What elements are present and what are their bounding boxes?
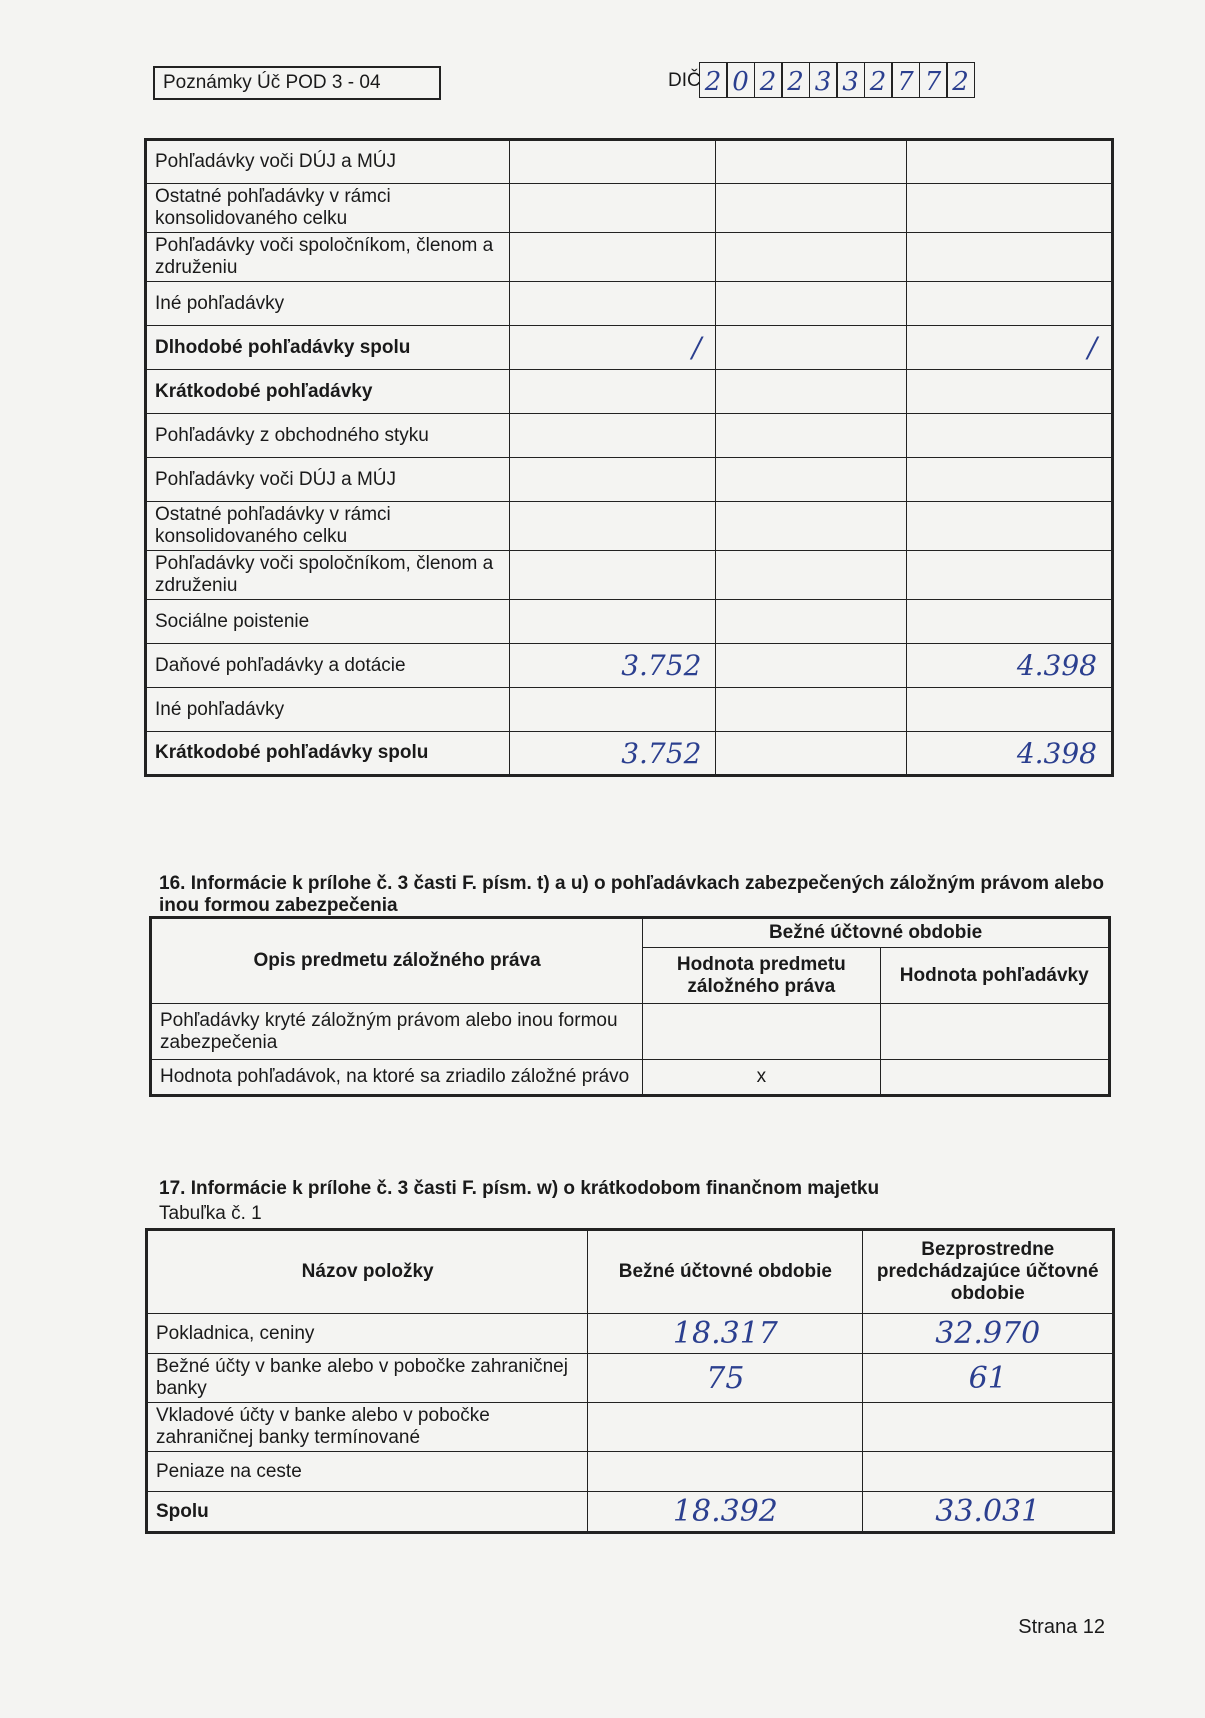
receivables-empty-cell bbox=[716, 644, 907, 688]
receivables-previous-value bbox=[907, 282, 1113, 326]
financial-asset-row bbox=[147, 1403, 1114, 1452]
financial-asset-previous-value: 61 bbox=[863, 1354, 1114, 1403]
dic-digit: 2 bbox=[781, 62, 810, 98]
financial-asset-row bbox=[147, 1314, 1114, 1354]
receivables-previous-value bbox=[907, 370, 1113, 414]
financial-asset-row bbox=[147, 1452, 1114, 1492]
pledge-row-label: Pohľadávky kryté záložným právom alebo inou formou zabezpečenia bbox=[151, 1004, 643, 1060]
receivables-row-label: Iné pohľadávky bbox=[146, 282, 510, 326]
receivables-empty-cell bbox=[716, 414, 907, 458]
dic-digit: 2 bbox=[946, 62, 975, 98]
receivables-previous-value bbox=[907, 502, 1113, 551]
dic-digits bbox=[700, 62, 975, 98]
receivables-row-label: Pohľadávky voči DÚJ a MÚJ bbox=[146, 458, 510, 502]
receivables-previous-value bbox=[907, 688, 1113, 732]
receivables-row bbox=[146, 140, 1113, 184]
receivables-row bbox=[146, 644, 1113, 688]
receivables-previous-value bbox=[907, 458, 1113, 502]
header-title: Poznámky Úč POD 3 - 04 bbox=[163, 72, 381, 93]
receivables-previous-value bbox=[907, 414, 1113, 458]
financial-asset-current-value bbox=[588, 1452, 863, 1492]
receivables-previous-value bbox=[907, 233, 1113, 282]
receivables-row-label: Pohľadávky voči spoločníkom, členom a združeniu bbox=[146, 551, 510, 600]
dic-digit: 0 bbox=[726, 62, 755, 98]
receivables-empty-cell bbox=[716, 502, 907, 551]
receivables-current-value: 3.752 bbox=[509, 732, 715, 776]
header-title-box bbox=[153, 66, 441, 100]
receivables-empty-cell bbox=[716, 140, 907, 184]
col-period-header: Bežné účtovné obdobie bbox=[643, 918, 1110, 948]
receivables-row bbox=[146, 282, 1113, 326]
receivables-table bbox=[144, 138, 1114, 777]
financial-asset-row bbox=[147, 1354, 1114, 1403]
receivables-row-label: Pohľadávky voči DÚJ a MÚJ bbox=[146, 140, 510, 184]
financial-asset-previous-value bbox=[863, 1452, 1114, 1492]
dic-digit: 3 bbox=[836, 62, 865, 98]
receivables-row-label: Ostatné pohľadávky v rámci konsolidovaného celku bbox=[146, 184, 510, 233]
receivables-previous-value bbox=[907, 140, 1113, 184]
receivables-empty-cell bbox=[716, 326, 907, 370]
receivables-previous-value: 4.398 bbox=[907, 644, 1113, 688]
receivables-current-value bbox=[509, 233, 715, 282]
receivables-row bbox=[146, 370, 1113, 414]
receivables-row-label: Sociálne poistenie bbox=[146, 600, 510, 644]
receivables-current-value bbox=[509, 551, 715, 600]
receivables-current-value bbox=[509, 140, 715, 184]
receivables-empty-cell bbox=[716, 282, 907, 326]
section17-subtitle: Tabuľka č. 1 bbox=[159, 1203, 262, 1224]
financial-asset-current-value bbox=[588, 1403, 863, 1452]
financial-asset-row bbox=[147, 1492, 1114, 1533]
financial-asset-previous-value: 32.970 bbox=[863, 1314, 1114, 1354]
receivables-empty-cell bbox=[716, 600, 907, 644]
receivables-row-label: Krátkodobé pohľadávky bbox=[146, 370, 510, 414]
dic-digit: 7 bbox=[891, 62, 920, 98]
receivables-row bbox=[146, 688, 1113, 732]
pledge-cell bbox=[880, 1060, 1109, 1096]
receivables-current-value bbox=[509, 370, 715, 414]
receivables-empty-cell bbox=[716, 551, 907, 600]
receivables-row bbox=[146, 184, 1113, 233]
receivables-current-value bbox=[509, 600, 715, 644]
receivables-empty-cell bbox=[716, 370, 907, 414]
receivables-row bbox=[146, 233, 1113, 282]
financial-asset-label: Spolu bbox=[147, 1492, 588, 1533]
section17-number: 17. bbox=[159, 1178, 186, 1199]
pledge-cell bbox=[643, 1004, 880, 1060]
pledge-row-label: Hodnota pohľadávok, na ktoré sa zriadilo záložné právo bbox=[151, 1060, 643, 1096]
col-previous-header: Bezprostredne predchádzajúce účtovné obdobie bbox=[863, 1230, 1114, 1314]
section16-number: 16. bbox=[159, 873, 186, 894]
col-name-header: Názov položky bbox=[147, 1230, 588, 1314]
receivables-row-label: Ostatné pohľadávky v rámci konsolidovaného celku bbox=[146, 502, 510, 551]
receivables-previous-value bbox=[907, 184, 1113, 233]
receivables-row bbox=[146, 732, 1113, 776]
receivables-current-value bbox=[509, 502, 715, 551]
financial-asset-label: Pokladnica, ceniny bbox=[147, 1314, 588, 1354]
receivables-current-value bbox=[509, 458, 715, 502]
receivables-row-label: Pohľadávky voči spoločníkom, členom a združeniu bbox=[146, 233, 510, 282]
receivables-current-value bbox=[509, 414, 715, 458]
receivables-row bbox=[146, 502, 1113, 551]
receivables-row-label: Krátkodobé pohľadávky spolu bbox=[146, 732, 510, 776]
receivables-row-label: Iné pohľadávky bbox=[146, 688, 510, 732]
financial-asset-previous-value bbox=[863, 1403, 1114, 1452]
receivables-empty-cell bbox=[716, 688, 907, 732]
col-value-subject-header: Hodnota predmetu záložného práva bbox=[643, 948, 880, 1004]
section17-title bbox=[159, 1178, 879, 1200]
col-current-header: Bežné účtovné obdobie bbox=[588, 1230, 863, 1314]
receivables-row bbox=[146, 414, 1113, 458]
dic-digit: 7 bbox=[919, 62, 948, 98]
receivables-empty-cell bbox=[716, 458, 907, 502]
receivables-empty-cell bbox=[716, 233, 907, 282]
section16-title bbox=[159, 873, 1109, 917]
page-number: Strana 12 bbox=[1018, 1616, 1105, 1638]
dic-label: DIČ bbox=[668, 70, 701, 91]
financial-asset-label: Bežné účty v banke alebo v pobočke zahraničnej banky bbox=[147, 1354, 588, 1403]
section17-title-text: Informácie k prílohe č. 3 časti F. písm. w) o krátkodobom finančnom majetku bbox=[190, 1178, 880, 1199]
receivables-previous-value bbox=[907, 551, 1113, 600]
financial-asset-label: Vkladové účty v banke alebo v pobočke zahraničnej banky termínované bbox=[147, 1403, 588, 1452]
financial-asset-current-value: 18.392 bbox=[588, 1492, 863, 1533]
receivables-current-value: / bbox=[509, 326, 715, 370]
receivables-previous-value: / bbox=[907, 326, 1113, 370]
receivables-empty-cell bbox=[716, 184, 907, 233]
section16-title-text: Informácie k prílohe č. 3 časti F. písm. t) a u) o pohľadávkach zabezpečených záložným právom alebo inou formou zabezpečenia bbox=[159, 873, 1104, 916]
receivables-current-value bbox=[509, 688, 715, 732]
receivables-row-label: Dlhodobé pohľadávky spolu bbox=[146, 326, 510, 370]
financial-assets-table bbox=[145, 1228, 1115, 1534]
receivables-row-label: Pohľadávky z obchodného styku bbox=[146, 414, 510, 458]
receivables-current-value: 3.752 bbox=[509, 644, 715, 688]
dic-digit: 3 bbox=[809, 62, 838, 98]
pledge-cell bbox=[880, 1004, 1109, 1060]
receivables-current-value bbox=[509, 184, 715, 233]
receivables-empty-cell bbox=[716, 732, 907, 776]
receivables-row bbox=[146, 458, 1113, 502]
pledge-cell-value: x bbox=[643, 1060, 880, 1096]
receivables-previous-value: 4.398 bbox=[907, 732, 1113, 776]
pledge-table bbox=[149, 916, 1111, 1097]
dic-digit: 2 bbox=[699, 62, 728, 98]
receivables-row-label: Daňové pohľadávky a dotácie bbox=[146, 644, 510, 688]
dic-digit: 2 bbox=[864, 62, 893, 98]
financial-asset-current-value: 75 bbox=[588, 1354, 863, 1403]
receivables-row bbox=[146, 551, 1113, 600]
receivables-previous-value bbox=[907, 600, 1113, 644]
col-value-receivable-header: Hodnota pohľadávky bbox=[880, 948, 1109, 1004]
dic-digit: 2 bbox=[754, 62, 783, 98]
receivables-current-value bbox=[509, 282, 715, 326]
financial-asset-previous-value: 33.031 bbox=[863, 1492, 1114, 1533]
receivables-row bbox=[146, 326, 1113, 370]
receivables-row bbox=[146, 600, 1113, 644]
financial-asset-label: Peniaze na ceste bbox=[147, 1452, 588, 1492]
col-desc-header: Opis predmetu záložného práva bbox=[151, 918, 643, 1004]
financial-asset-current-value: 18.317 bbox=[588, 1314, 863, 1354]
